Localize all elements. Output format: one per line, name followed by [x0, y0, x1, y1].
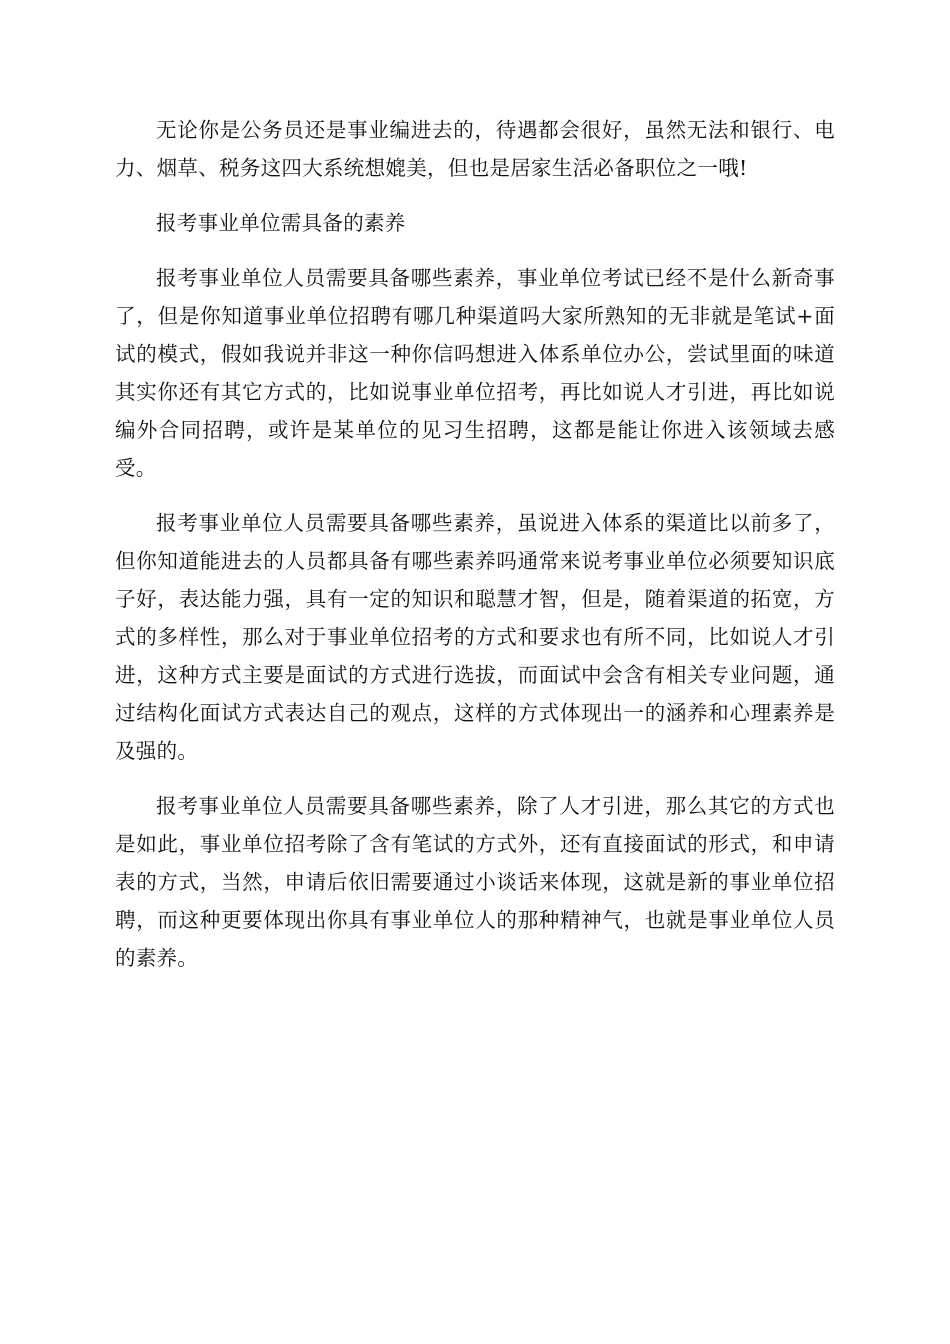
paragraph-other-methods: 报考事业单位人员需要具备哪些素养，除了人才引进，那么其它的方式也是如此，事业单位招考除了含有笔试的方式外，还有直接面试的形式，和申请表的方式，当然，申请后依旧需要通过小谈话来体现，这就是新的事业单位招聘，而这种更要体现出你具有事业单位人的那种精神气，也就是事业单位人员的素养。: [115, 794, 835, 970]
document-body: [115, 111, 835, 994]
section-heading: 报考事业单位需具备的素养: [156, 211, 406, 235]
paragraph-intro: 无论你是公务员还是事业编进去的，待遇都会很好，虽然无法和银行、电力、烟草、税务这四大系统想媲美，但也是居家生活必备职位之一哦!: [115, 118, 835, 180]
paragraph-qualities: 报考事业单位人员需要具备哪些素养，虽说进入体系的渠道比以前多了，但你知道能进去的人员都具备有哪些素养吗通常来说考事业单位必须要知识底子好，表达能力强，具有一定的知识和聪慧才智，但是，随着渠道的拓宽，方式的多样性，那么对于事业单位招考的方式和要求也有所不同，比如说人才引进，这种方式主要是面试的方式进行选拔，而面试中会含有相关专业问题，通过结构化面试方式表达自己的观点，这样的方式体现出一的涵养和心理素养是及强的。: [115, 511, 835, 763]
paragraph-channels: 报考事业单位人员需要具备哪些素养，事业单位考试已经不是什么新奇事了，但是你知道事业单位招聘有哪几种渠道吗大家所熟知的无非就是笔试+面试的模式，假如我说并非这一种你信吗想进入体系单位办公，尝试里面的味道其实你还有其它方式的，比如说事业单位招考，再比如说人才引进，再比如说编外合同招聘，或许是某单位的见习生招聘，这都是能让你进入该领域去感受。: [115, 266, 835, 480]
